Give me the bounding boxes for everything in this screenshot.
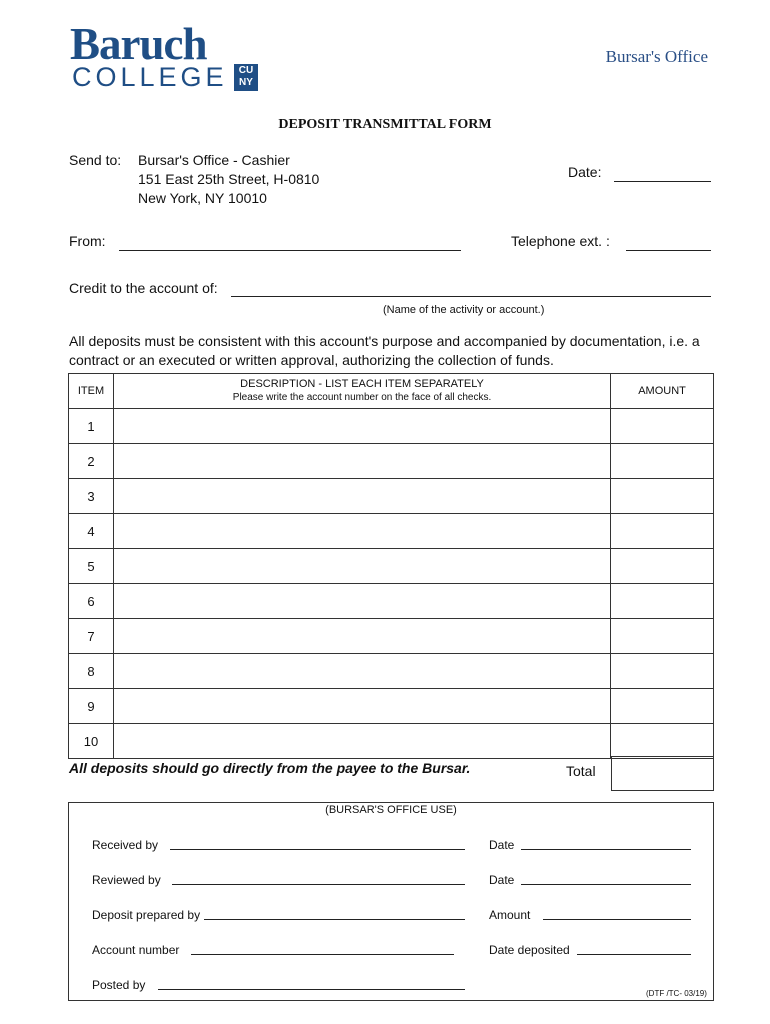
posted-by-field[interactable] [158,989,465,990]
description-cell[interactable] [113,689,610,724]
bursar-office-use-title: (BURSAR'S OFFICE USE) [325,804,457,816]
table-row [69,654,714,689]
payee-note: All deposits should go directly from the payee to the Bursar. [69,760,471,776]
description-cell[interactable] [113,444,610,479]
amount-cell[interactable] [611,514,714,549]
received-by-label: Received by [92,838,159,852]
item-number: 5 [69,549,114,584]
logo-college: COLLEGE [72,62,228,92]
logo-baruch: Baruch [70,19,207,69]
posted-by-label: Posted by [92,978,146,992]
telephone-label: Telephone ext. : [511,233,610,249]
item-number: 7 [69,619,114,654]
amount-cell[interactable] [611,584,714,619]
amount-cell[interactable] [611,444,714,479]
office-name: Bursar's Office [605,47,708,66]
description-cell[interactable] [113,654,610,689]
date-field[interactable] [614,181,711,182]
table-header-row [69,374,714,409]
form-title: DEPOSIT TRANSMITTAL FORM [278,117,492,132]
col-item-header: ITEM [69,374,114,409]
amount-cell[interactable] [611,619,714,654]
from-field[interactable] [119,250,461,251]
account-number-label: Account number [92,943,180,957]
cuny-badge-top: CU [238,65,254,76]
date-label: Date: [568,164,602,180]
date-label-2: Date [489,873,515,887]
received-by-field[interactable] [170,849,465,850]
reviewed-by-label: Reviewed by [92,873,161,887]
col-description-title: DESCRIPTION - LIST EACH ITEM SEPARATELY [240,378,484,390]
amount-cell[interactable] [611,689,714,724]
col-description-sub: Please write the account number on the face of all checks. [232,392,492,403]
table-row [69,689,714,724]
account-number-field[interactable] [191,954,454,955]
table-row [69,479,714,514]
deposit-items-table [68,373,714,759]
description-cell[interactable] [113,724,610,759]
table-row [69,409,714,444]
item-number: 3 [69,479,114,514]
table-row [69,724,714,759]
description-cell[interactable] [113,549,610,584]
form-code: (DTF /TC- 03/19) [646,989,707,998]
date-label-1: Date [489,838,515,852]
credit-note: (Name of the activity or account.) [383,304,545,316]
table-row [69,514,714,549]
date-deposited-label: Date deposited [489,943,570,957]
deposit-prepared-by-field[interactable] [204,919,465,920]
telephone-field[interactable] [626,250,711,251]
date-field-2[interactable] [521,884,691,885]
description-cell[interactable] [113,409,610,444]
item-number: 9 [69,689,114,724]
date-field-1[interactable] [521,849,691,850]
send-to-line2: 151 East 25th Street, H-0810 [138,171,320,187]
send-to-label: Send to: [69,152,122,168]
table-row [69,549,714,584]
reviewed-by-field[interactable] [172,884,465,885]
item-number: 4 [69,514,114,549]
send-to-line3: New York, NY 10010 [138,190,267,206]
date-deposited-field[interactable] [577,954,691,955]
item-number: 1 [69,409,114,444]
send-to-line1: Bursar's Office - Cashier [138,152,290,168]
cuny-logo-badge [234,64,258,91]
table-row [69,619,714,654]
description-cell[interactable] [113,479,610,514]
description-cell[interactable] [113,619,610,654]
amount-field[interactable] [543,919,691,920]
description-cell[interactable] [113,514,610,549]
credit-label: Credit to the account of: [69,280,218,296]
item-number: 2 [69,444,114,479]
amount-cell[interactable] [611,654,714,689]
total-amount-field[interactable] [611,756,714,791]
amount-cell[interactable] [611,549,714,584]
amount-cell[interactable] [611,724,714,759]
amount-label: Amount [489,908,531,922]
item-number: 8 [69,654,114,689]
table-row [69,584,714,619]
deposit-prepared-by-label: Deposit prepared by [92,908,201,922]
item-number: 10 [69,724,114,759]
item-number: 6 [69,584,114,619]
bursar-office-use-box [68,802,714,1001]
credit-account-field[interactable] [231,296,711,297]
amount-cell[interactable] [611,409,714,444]
description-cell[interactable] [113,584,610,619]
amount-cell[interactable] [611,479,714,514]
table-row [69,444,714,479]
total-label: Total [566,763,596,779]
policy-text: All deposits must be consistent with this account's purpose and accompanied by documentation, i.e. a contract or an executed or written approval, authorizing the collection of funds. [69,333,700,368]
col-description-header [113,374,610,409]
from-label: From: [69,233,106,249]
cuny-badge-bottom: NY [239,77,253,88]
col-amount-header: AMOUNT [611,374,714,409]
